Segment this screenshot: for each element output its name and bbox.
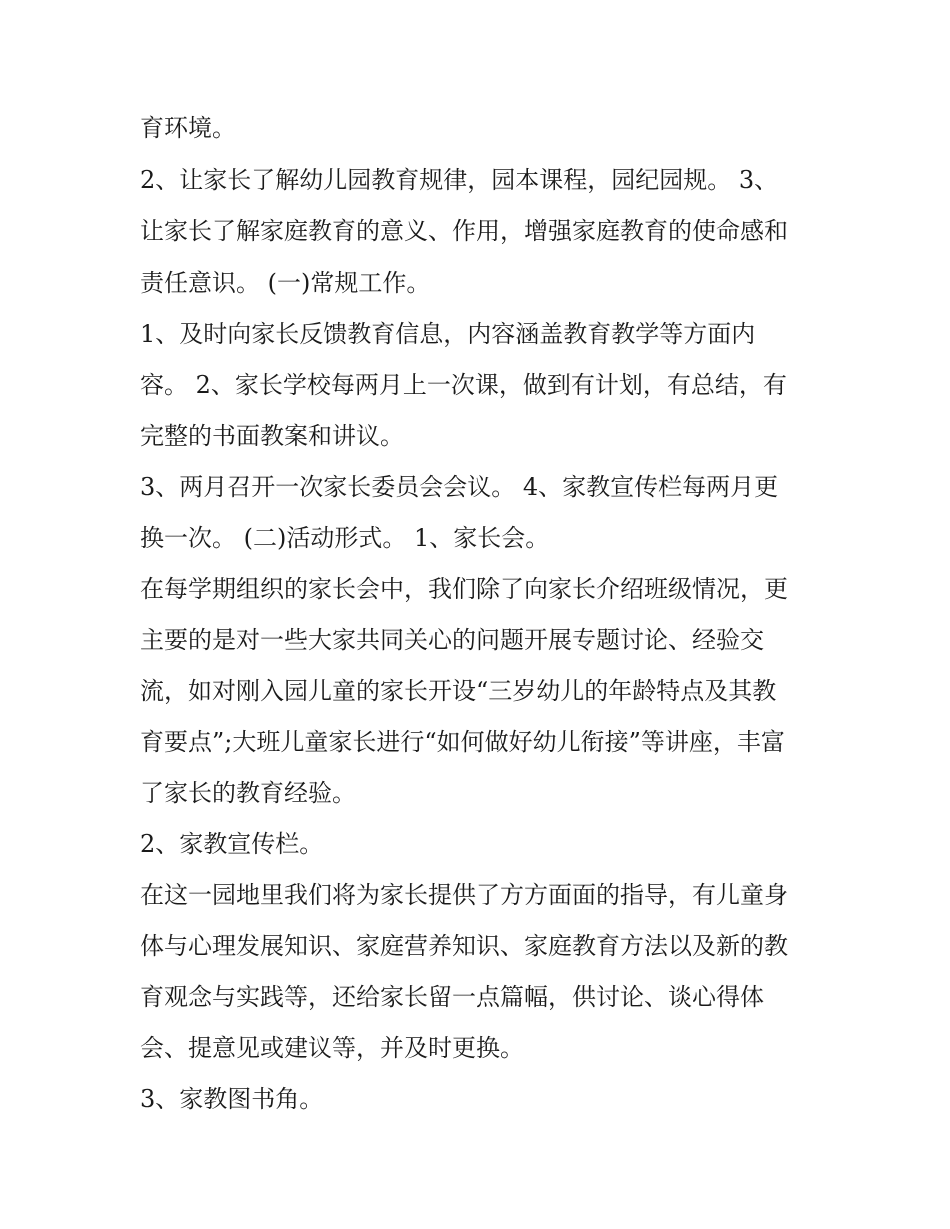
text-line: 3、两月召开一次家长委员会会议。 4、家教宣传栏每两月更 <box>140 473 779 501</box>
text-line: 主要的是对一些大家共同关心的问题开展专题讨论、经验交 <box>140 626 764 654</box>
text-line: 在这一园地里我们将为家长提供了方方面面的指导，有儿童身 <box>140 881 788 909</box>
text-line: 在每学期组织的家长会中，我们除了向家长介绍班级情况，更 <box>140 575 788 603</box>
text-line: 体与心理发展知识、家庭营养知识、家庭教育方法以及新的教 <box>140 932 788 960</box>
text-line: 让家长了解家庭教育的意义、作用，增强家庭教育的使命感和 <box>140 217 788 245</box>
text-line: 2、家教宣传栏。 <box>140 830 324 858</box>
text-line: 换一次。 (二)活动形式。 1、家长会。 <box>140 524 550 552</box>
text-line: 责任意识。 (一)常规工作。 <box>140 269 431 297</box>
text-line: 容。 2、家长学校每两月上一次课，做到有计划，有总结，有 <box>140 371 787 399</box>
text-line: 流，如对刚入园儿童的家长开设“三岁幼儿的年龄特点及其教 <box>140 677 777 705</box>
text-line: 2、让家长了解幼儿园教育规律，园本课程，园纪园规。 3、 <box>140 166 779 194</box>
text-line: 育观念与实践等，还给家长留一点篇幅，供讨论、谈心得体 <box>140 983 764 1011</box>
text-line: 育环境。 <box>140 114 236 142</box>
text-line: 3、家教图书角。 <box>140 1085 324 1113</box>
text-line: 育要点”;大班儿童家长进行“如何做好幼儿衔接”等讲座，丰富 <box>140 728 785 756</box>
text-line: 会、提意见或建议等，并及时更换。 <box>140 1034 524 1062</box>
text-line: 1、及时向家长反馈教育信息，内容涵盖教育教学等方面内 <box>140 320 756 348</box>
text-line: 完整的书面教案和讲议。 <box>140 422 404 450</box>
text-line: 了家长的教育经验。 <box>140 779 356 807</box>
